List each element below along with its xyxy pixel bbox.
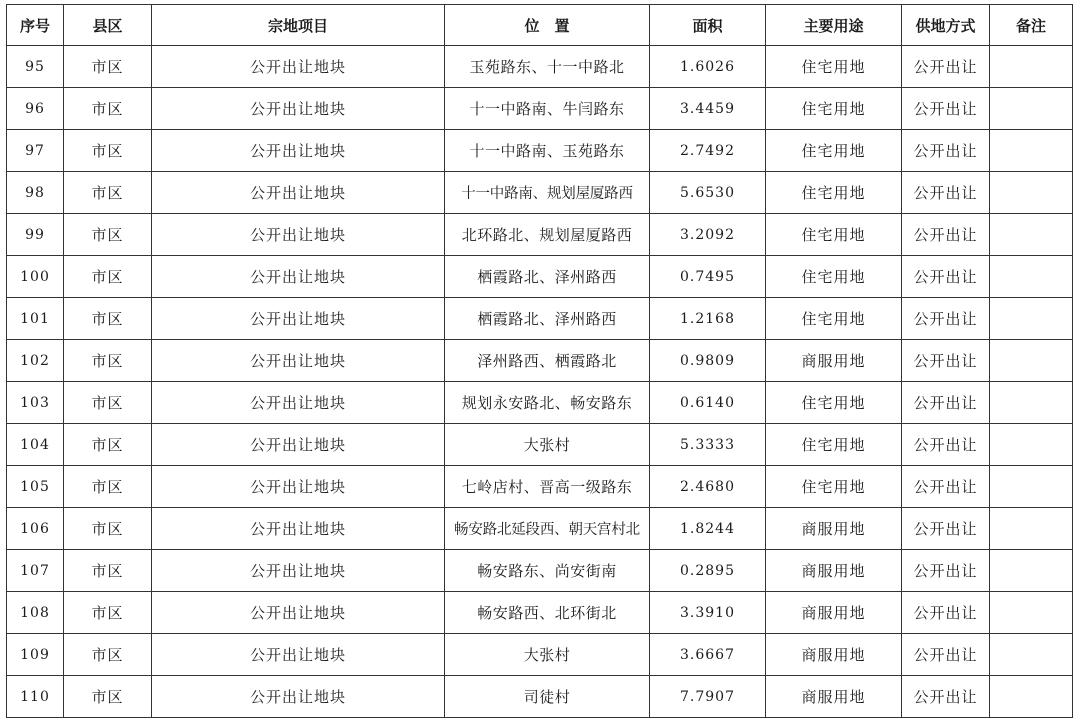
cell-location: 十一中路南、玉苑路东 xyxy=(445,130,650,172)
cell-note xyxy=(990,508,1073,550)
cell-no: 95 xyxy=(7,46,64,88)
cell-use: 住宅用地 xyxy=(766,256,902,298)
cell-supply: 公开出让 xyxy=(902,172,990,214)
cell-supply: 公开出让 xyxy=(902,592,990,634)
cell-note xyxy=(990,466,1073,508)
cell-no: 104 xyxy=(7,424,64,466)
header-no: 序号 xyxy=(7,5,64,46)
cell-no: 103 xyxy=(7,382,64,424)
cell-area: 0.2895 xyxy=(650,550,766,592)
cell-county: 市区 xyxy=(64,46,152,88)
cell-supply: 公开出让 xyxy=(902,550,990,592)
cell-project: 公开出让地块 xyxy=(152,508,445,550)
document-page xyxy=(6,4,1072,718)
table-row xyxy=(7,46,1073,88)
cell-area: 0.6140 xyxy=(650,382,766,424)
cell-use: 商服用地 xyxy=(766,340,902,382)
header-county: 县区 xyxy=(64,5,152,46)
cell-no: 106 xyxy=(7,508,64,550)
cell-use: 商服用地 xyxy=(766,676,902,718)
cell-note xyxy=(990,172,1073,214)
cell-area: 2.7492 xyxy=(650,130,766,172)
cell-note xyxy=(990,382,1073,424)
cell-location: 畅安路东、尚安街南 xyxy=(445,550,650,592)
cell-county: 市区 xyxy=(64,550,152,592)
cell-no: 96 xyxy=(7,88,64,130)
table-row xyxy=(7,130,1073,172)
cell-note xyxy=(990,592,1073,634)
cell-area: 1.2168 xyxy=(650,298,766,340)
cell-no: 98 xyxy=(7,172,64,214)
cell-area: 5.3333 xyxy=(650,424,766,466)
cell-county: 市区 xyxy=(64,466,152,508)
cell-county: 市区 xyxy=(64,382,152,424)
table-row xyxy=(7,508,1073,550)
header-note: 备注 xyxy=(990,5,1073,46)
cell-no: 109 xyxy=(7,634,64,676)
cell-project: 公开出让地块 xyxy=(152,130,445,172)
cell-project: 公开出让地块 xyxy=(152,88,445,130)
cell-supply: 公开出让 xyxy=(902,256,990,298)
cell-use: 住宅用地 xyxy=(766,214,902,256)
cell-county: 市区 xyxy=(64,256,152,298)
cell-location: 畅安路西、北环街北 xyxy=(445,592,650,634)
cell-county: 市区 xyxy=(64,424,152,466)
cell-county: 市区 xyxy=(64,298,152,340)
cell-location: 十一中路南、规划屋厦路西 xyxy=(445,172,650,214)
table-row xyxy=(7,424,1073,466)
cell-use: 住宅用地 xyxy=(766,424,902,466)
cell-location: 畅安路北延段西、朝天宫村北 xyxy=(445,508,650,550)
cell-project: 公开出让地块 xyxy=(152,634,445,676)
cell-project: 公开出让地块 xyxy=(152,172,445,214)
cell-project: 公开出让地块 xyxy=(152,214,445,256)
cell-no: 101 xyxy=(7,298,64,340)
land-supply-table xyxy=(6,4,1073,718)
cell-supply: 公开出让 xyxy=(902,382,990,424)
cell-use: 商服用地 xyxy=(766,592,902,634)
cell-no: 97 xyxy=(7,130,64,172)
table-row xyxy=(7,382,1073,424)
header-area: 面积 xyxy=(650,5,766,46)
cell-note xyxy=(990,676,1073,718)
cell-supply: 公开出让 xyxy=(902,46,990,88)
cell-project: 公开出让地块 xyxy=(152,46,445,88)
cell-location: 玉苑路东、十一中路北 xyxy=(445,46,650,88)
cell-no: 105 xyxy=(7,466,64,508)
cell-supply: 公开出让 xyxy=(902,88,990,130)
table-body xyxy=(7,46,1073,718)
cell-no: 102 xyxy=(7,340,64,382)
cell-county: 市区 xyxy=(64,130,152,172)
cell-county: 市区 xyxy=(64,592,152,634)
table-row xyxy=(7,340,1073,382)
cell-use: 住宅用地 xyxy=(766,130,902,172)
cell-location: 栖霞路北、泽州路西 xyxy=(445,298,650,340)
cell-use: 住宅用地 xyxy=(766,298,902,340)
cell-supply: 公开出让 xyxy=(902,634,990,676)
cell-supply: 公开出让 xyxy=(902,508,990,550)
cell-no: 110 xyxy=(7,676,64,718)
table-row xyxy=(7,88,1073,130)
cell-area: 0.9809 xyxy=(650,340,766,382)
cell-supply: 公开出让 xyxy=(902,340,990,382)
cell-county: 市区 xyxy=(64,88,152,130)
cell-note xyxy=(990,298,1073,340)
cell-note xyxy=(990,550,1073,592)
cell-supply: 公开出让 xyxy=(902,298,990,340)
cell-use: 住宅用地 xyxy=(766,382,902,424)
table-row xyxy=(7,592,1073,634)
cell-area: 3.2092 xyxy=(650,214,766,256)
cell-use: 住宅用地 xyxy=(766,46,902,88)
cell-note xyxy=(990,340,1073,382)
cell-location: 泽州路西、栖霞路北 xyxy=(445,340,650,382)
cell-no: 107 xyxy=(7,550,64,592)
cell-project: 公开出让地块 xyxy=(152,298,445,340)
cell-no: 100 xyxy=(7,256,64,298)
cell-county: 市区 xyxy=(64,340,152,382)
cell-location: 大张村 xyxy=(445,634,650,676)
cell-note xyxy=(990,46,1073,88)
cell-note xyxy=(990,130,1073,172)
cell-area: 5.6530 xyxy=(650,172,766,214)
cell-location: 规划永安路北、畅安路东 xyxy=(445,382,650,424)
cell-supply: 公开出让 xyxy=(902,676,990,718)
cell-note xyxy=(990,88,1073,130)
cell-project: 公开出让地块 xyxy=(152,592,445,634)
cell-supply: 公开出让 xyxy=(902,466,990,508)
cell-area: 3.6667 xyxy=(650,634,766,676)
cell-location: 七岭店村、晋高一级路东 xyxy=(445,466,650,508)
cell-area: 2.4680 xyxy=(650,466,766,508)
cell-county: 市区 xyxy=(64,172,152,214)
cell-note xyxy=(990,424,1073,466)
cell-use: 住宅用地 xyxy=(766,466,902,508)
header-use: 主要用途 xyxy=(766,5,902,46)
cell-supply: 公开出让 xyxy=(902,214,990,256)
table-row xyxy=(7,172,1073,214)
cell-location: 北环路北、规划屋厦路西 xyxy=(445,214,650,256)
cell-project: 公开出让地块 xyxy=(152,676,445,718)
header-location: 位 置 xyxy=(445,5,650,46)
cell-no: 108 xyxy=(7,592,64,634)
cell-project: 公开出让地块 xyxy=(152,256,445,298)
table-row xyxy=(7,256,1073,298)
cell-location: 大张村 xyxy=(445,424,650,466)
cell-project: 公开出让地块 xyxy=(152,382,445,424)
cell-note xyxy=(990,634,1073,676)
table-row xyxy=(7,466,1073,508)
header-supply: 供地方式 xyxy=(902,5,990,46)
cell-area: 1.8244 xyxy=(650,508,766,550)
cell-project: 公开出让地块 xyxy=(152,466,445,508)
header-project: 宗地项目 xyxy=(152,5,445,46)
cell-use: 商服用地 xyxy=(766,634,902,676)
cell-county: 市区 xyxy=(64,634,152,676)
cell-note xyxy=(990,256,1073,298)
cell-supply: 公开出让 xyxy=(902,130,990,172)
table-row xyxy=(7,634,1073,676)
cell-location: 栖霞路北、泽州路西 xyxy=(445,256,650,298)
cell-project: 公开出让地块 xyxy=(152,550,445,592)
cell-county: 市区 xyxy=(64,508,152,550)
cell-location: 司徒村 xyxy=(445,676,650,718)
cell-project: 公开出让地块 xyxy=(152,340,445,382)
cell-area: 1.6026 xyxy=(650,46,766,88)
cell-use: 住宅用地 xyxy=(766,88,902,130)
cell-area: 3.4459 xyxy=(650,88,766,130)
table-row xyxy=(7,550,1073,592)
table-row xyxy=(7,214,1073,256)
cell-project: 公开出让地块 xyxy=(152,424,445,466)
cell-county: 市区 xyxy=(64,676,152,718)
cell-use: 商服用地 xyxy=(766,508,902,550)
table-header-row xyxy=(7,5,1073,46)
cell-use: 商服用地 xyxy=(766,550,902,592)
table-row xyxy=(7,676,1073,718)
cell-note xyxy=(990,214,1073,256)
table-row xyxy=(7,298,1073,340)
cell-supply: 公开出让 xyxy=(902,424,990,466)
cell-area: 0.7495 xyxy=(650,256,766,298)
cell-county: 市区 xyxy=(64,214,152,256)
cell-location: 十一中路南、牛闫路东 xyxy=(445,88,650,130)
cell-no: 99 xyxy=(7,214,64,256)
cell-area: 7.7907 xyxy=(650,676,766,718)
cell-area: 3.3910 xyxy=(650,592,766,634)
cell-use: 住宅用地 xyxy=(766,172,902,214)
